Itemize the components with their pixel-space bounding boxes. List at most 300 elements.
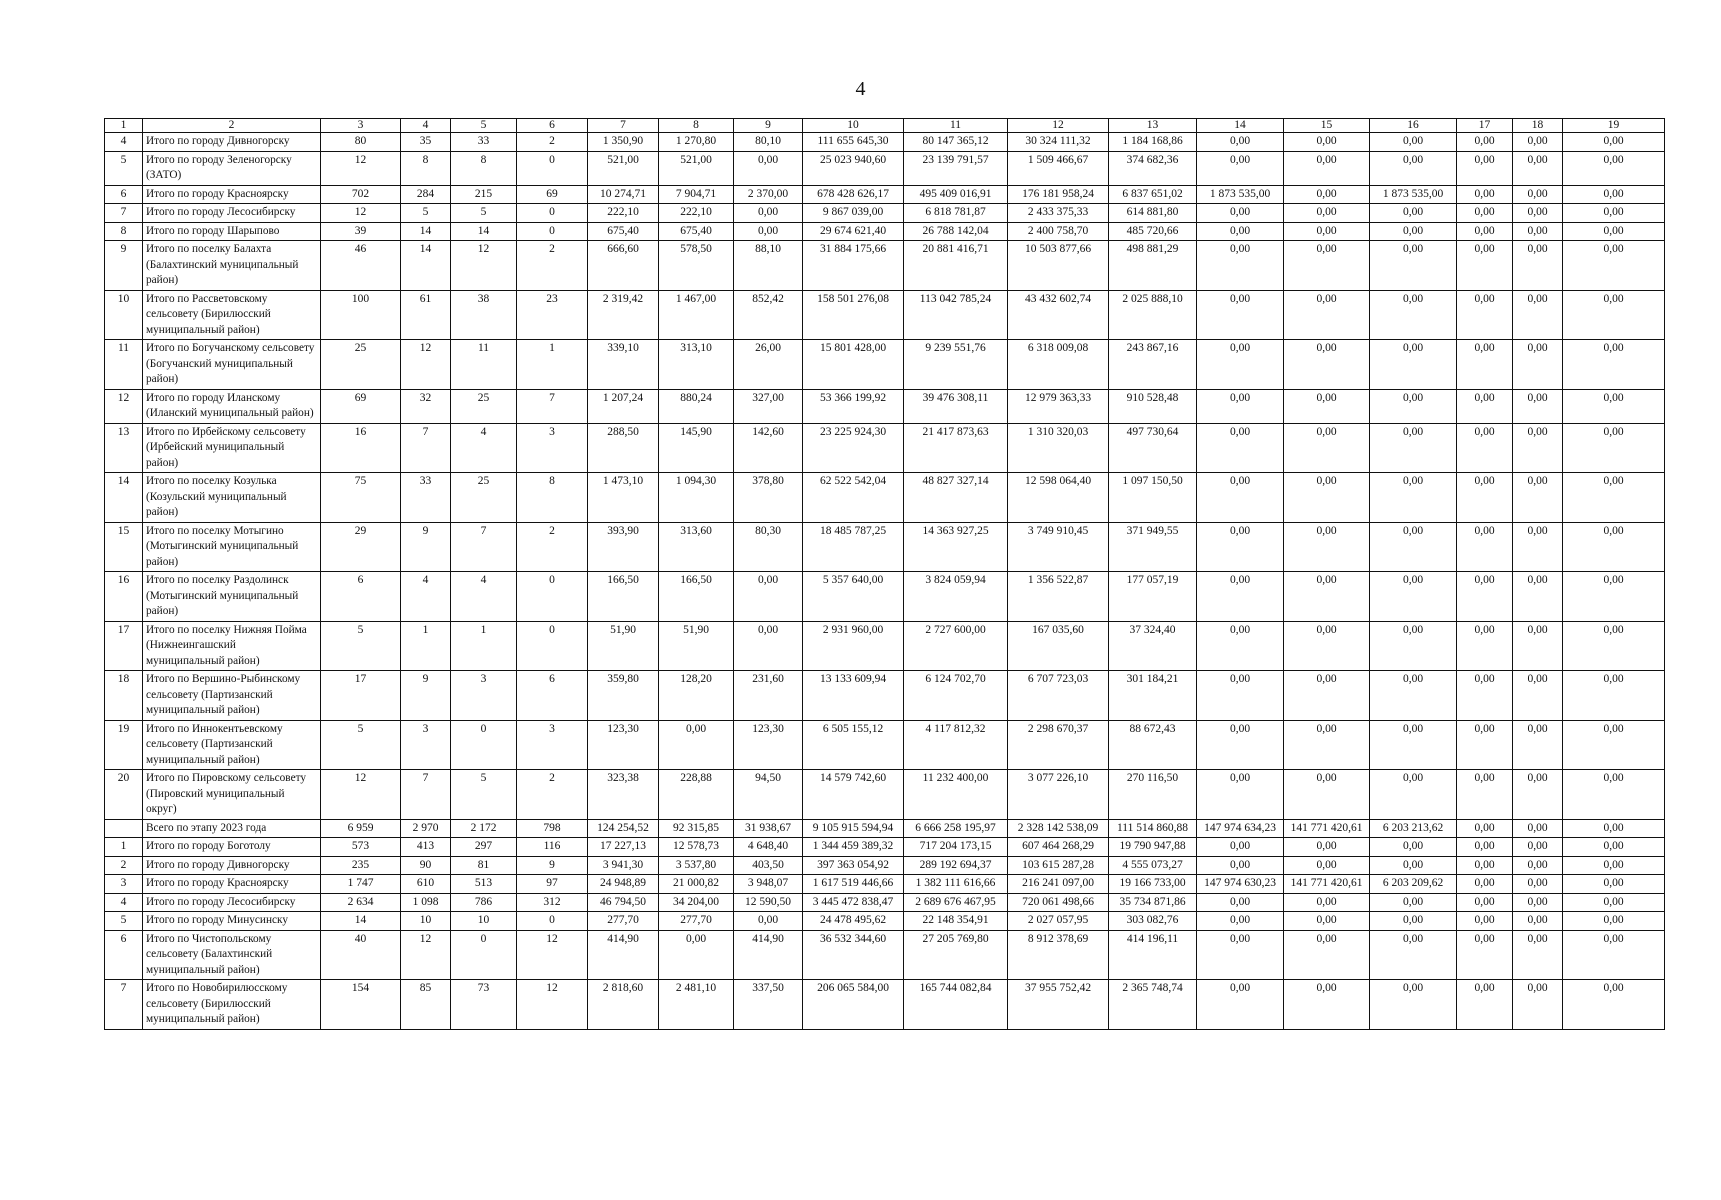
- table-cell: 0,00: [1370, 621, 1457, 671]
- table-cell: 0: [451, 930, 517, 980]
- table-cell: 0,00: [1197, 389, 1284, 423]
- table-cell: 0,00: [1513, 930, 1563, 980]
- table-cell: 0,00: [1513, 856, 1563, 875]
- table-cell: 0: [517, 204, 588, 223]
- table-cell: 0,00: [734, 204, 803, 223]
- table-cell: 23 225 924,30: [803, 423, 904, 473]
- table-cell: 0,00: [1457, 621, 1513, 671]
- column-header: 1: [105, 119, 143, 133]
- table-cell: 1 382 111 616,66: [904, 875, 1008, 894]
- table-cell: 678 428 626,17: [803, 185, 904, 204]
- table-cell: 7: [451, 522, 517, 572]
- table-cell: 0,00: [1197, 893, 1284, 912]
- table-cell: 717 204 173,15: [904, 838, 1008, 857]
- table-cell: 228,88: [659, 770, 734, 820]
- table-cell: 3 824 059,94: [904, 572, 1008, 622]
- table-cell: 0,00: [1284, 838, 1370, 857]
- table-cell: 9 239 551,76: [904, 340, 1008, 390]
- table-cell: 0,00: [1197, 522, 1284, 572]
- table-cell: 15: [105, 522, 143, 572]
- table-cell: 5: [321, 720, 401, 770]
- table-cell: 327,00: [734, 389, 803, 423]
- table-cell: 0,00: [1284, 151, 1370, 185]
- table-cell: 2 727 600,00: [904, 621, 1008, 671]
- table-cell: 0,00: [1563, 204, 1665, 223]
- table-cell: 9 105 915 594,94: [803, 819, 904, 838]
- table-cell: 123,30: [588, 720, 659, 770]
- table-cell: 0,00: [1284, 389, 1370, 423]
- table-cell: 2 931 960,00: [803, 621, 904, 671]
- table-cell: 0,00: [1457, 893, 1513, 912]
- table-row: [105, 241, 1665, 291]
- table-cell: 12: [451, 241, 517, 291]
- table-cell: 0,00: [734, 572, 803, 622]
- row-name-cell: Итого по городу Зеленогорску (ЗАТО): [143, 151, 321, 185]
- row-name-cell: Итого по городу Красноярску: [143, 875, 321, 894]
- table-cell: 0,00: [1370, 522, 1457, 572]
- table-cell: 1: [105, 838, 143, 857]
- table-cell: 10: [401, 912, 451, 931]
- table-cell: 3 948,07: [734, 875, 803, 894]
- table-cell: 0,00: [1457, 473, 1513, 523]
- table-cell: 6 203 209,62: [1370, 875, 1457, 894]
- table-cell: 0,00: [1197, 473, 1284, 523]
- table-cell: 20: [105, 770, 143, 820]
- table-cell: 0,00: [1284, 423, 1370, 473]
- column-header: 7: [588, 119, 659, 133]
- table-cell: 5: [401, 204, 451, 223]
- table-cell: 206 065 584,00: [803, 980, 904, 1030]
- table-cell: 0,00: [1563, 819, 1665, 838]
- table-cell: 0,00: [1563, 770, 1665, 820]
- row-name-cell: Итого по Рассветовскому сельсовету (Бирилюсский муниципальный район): [143, 290, 321, 340]
- table-row: [105, 151, 1665, 185]
- table-cell: 798: [517, 819, 588, 838]
- table-cell: 17 227,13: [588, 838, 659, 857]
- table-cell: 7 904,71: [659, 185, 734, 204]
- table-cell: 3: [517, 423, 588, 473]
- table-cell: 1 094,30: [659, 473, 734, 523]
- table-cell: 2 634: [321, 893, 401, 912]
- table-cell: 69: [321, 389, 401, 423]
- table-cell: 26,00: [734, 340, 803, 390]
- table-cell: 0,00: [1284, 856, 1370, 875]
- table-cell: 1 310 320,03: [1008, 423, 1109, 473]
- table-row: [105, 572, 1665, 622]
- table-cell: 4: [105, 133, 143, 152]
- table-cell: 29 674 621,40: [803, 222, 904, 241]
- table-cell: 14: [401, 222, 451, 241]
- table-cell: 0,00: [1563, 290, 1665, 340]
- table-row: [105, 720, 1665, 770]
- table-cell: 32: [401, 389, 451, 423]
- table-cell: 3 941,30: [588, 856, 659, 875]
- table-cell: 2: [105, 856, 143, 875]
- table-cell: 303 082,76: [1109, 912, 1197, 931]
- table-cell: 141 771 420,61: [1284, 875, 1370, 894]
- table-cell: 573: [321, 838, 401, 857]
- table-cell: 0,00: [1370, 204, 1457, 223]
- table-cell: 0,00: [1457, 838, 1513, 857]
- table-cell: 0,00: [1284, 473, 1370, 523]
- table-cell: 0,00: [1284, 893, 1370, 912]
- table-cell: 0,00: [1457, 770, 1513, 820]
- table-cell: 0,00: [1457, 423, 1513, 473]
- table-cell: 0,00: [1457, 856, 1513, 875]
- table-cell: 323,38: [588, 770, 659, 820]
- table-cell: 1 270,80: [659, 133, 734, 152]
- table-cell: 2 319,42: [588, 290, 659, 340]
- table-cell: 578,50: [659, 241, 734, 291]
- table-cell: 0,00: [734, 222, 803, 241]
- table-cell: 12: [401, 340, 451, 390]
- table-cell: 0,00: [1284, 671, 1370, 721]
- table-cell: 12: [321, 204, 401, 223]
- table-cell: 313,10: [659, 340, 734, 390]
- table-cell: 2 818,60: [588, 980, 659, 1030]
- table-cell: 4: [401, 572, 451, 622]
- table-cell: 37 324,40: [1109, 621, 1197, 671]
- column-header: 8: [659, 119, 734, 133]
- table-cell: 0,00: [1284, 290, 1370, 340]
- table-cell: 0,00: [1197, 856, 1284, 875]
- table-cell: 0,00: [1563, 875, 1665, 894]
- table-cell: 0,00: [1370, 572, 1457, 622]
- table-cell: 62 522 542,04: [803, 473, 904, 523]
- table-cell: 176 181 958,24: [1008, 185, 1109, 204]
- table-cell: 0,00: [1197, 151, 1284, 185]
- table-cell: 14: [321, 912, 401, 931]
- table-cell: 166,50: [659, 572, 734, 622]
- table-cell: 6 837 651,02: [1109, 185, 1197, 204]
- table-cell: 0,00: [1513, 241, 1563, 291]
- table-cell: 2 365 748,74: [1109, 980, 1197, 1030]
- table-cell: 0,00: [1197, 423, 1284, 473]
- table-cell: 0,00: [1513, 522, 1563, 572]
- table-cell: 80: [321, 133, 401, 152]
- table-cell: 337,50: [734, 980, 803, 1030]
- table-cell: 0,00: [1563, 423, 1665, 473]
- table-cell: 16: [105, 572, 143, 622]
- table-cell: 277,70: [659, 912, 734, 931]
- table-cell: 10 503 877,66: [1008, 241, 1109, 291]
- table-cell: 0,00: [1513, 720, 1563, 770]
- table-cell: 215: [451, 185, 517, 204]
- table-cell: 0,00: [1457, 151, 1513, 185]
- table-cell: 0,00: [1513, 980, 1563, 1030]
- table-cell: 12 578,73: [659, 838, 734, 857]
- table-row: [105, 838, 1665, 857]
- table-cell: 675,40: [588, 222, 659, 241]
- table-cell: 25: [451, 389, 517, 423]
- table-cell: 2 970: [401, 819, 451, 838]
- table-cell: 0,00: [1457, 875, 1513, 894]
- table-cell: 12 590,50: [734, 893, 803, 912]
- table-cell: 216 241 097,00: [1008, 875, 1109, 894]
- table-cell: 0,00: [1563, 151, 1665, 185]
- table-cell: 154: [321, 980, 401, 1030]
- table-cell: 19 790 947,88: [1109, 838, 1197, 857]
- table-cell: 0,00: [1563, 893, 1665, 912]
- table-cell: 141 771 420,61: [1284, 819, 1370, 838]
- table-cell: 31 884 175,66: [803, 241, 904, 291]
- table-cell: 6 505 155,12: [803, 720, 904, 770]
- table-cell: 23 139 791,57: [904, 151, 1008, 185]
- table-row: [105, 671, 1665, 721]
- table-cell: 12: [517, 930, 588, 980]
- table-cell: 0,00: [1284, 204, 1370, 223]
- table-cell: 0,00: [1370, 671, 1457, 721]
- table-cell: 39: [321, 222, 401, 241]
- table-cell: 6: [105, 185, 143, 204]
- table-cell: 5: [451, 770, 517, 820]
- row-name-cell: Итого по городу Красноярску: [143, 185, 321, 204]
- table-cell: 0,00: [1513, 671, 1563, 721]
- table-cell: 521,00: [659, 151, 734, 185]
- table-cell: 610: [401, 875, 451, 894]
- table-cell: 147 974 634,23: [1197, 819, 1284, 838]
- table-cell: 0,00: [1513, 473, 1563, 523]
- table-cell: 0,00: [734, 151, 803, 185]
- table-cell: 4: [451, 572, 517, 622]
- table-cell: 5: [105, 151, 143, 185]
- table-cell: 0,00: [1563, 572, 1665, 622]
- table-cell: 46: [321, 241, 401, 291]
- table-cell: 8: [401, 151, 451, 185]
- table-cell: 0,00: [1284, 621, 1370, 671]
- table-cell: 30 324 111,32: [1008, 133, 1109, 152]
- table-cell: 0,00: [1284, 222, 1370, 241]
- table-cell: 0,00: [1370, 770, 1457, 820]
- table-cell: 0,00: [1370, 856, 1457, 875]
- table-row: [105, 204, 1665, 223]
- table-cell: 498 881,29: [1109, 241, 1197, 291]
- table-cell: 10: [451, 912, 517, 931]
- table-cell: 80,10: [734, 133, 803, 152]
- table-cell: 40: [321, 930, 401, 980]
- table-cell: 6 707 723,03: [1008, 671, 1109, 721]
- table-cell: 5: [451, 204, 517, 223]
- table-cell: 3: [517, 720, 588, 770]
- table-cell: 0,00: [1197, 770, 1284, 820]
- table-cell: 9 867 039,00: [803, 204, 904, 223]
- table-cell: 97: [517, 875, 588, 894]
- table-cell: 0,00: [1563, 912, 1665, 931]
- table-cell: 0,00: [1284, 572, 1370, 622]
- table-cell: 6 818 781,87: [904, 204, 1008, 223]
- table-cell: 39 476 308,11: [904, 389, 1008, 423]
- table-cell: 7: [401, 770, 451, 820]
- table-cell: 12 979 363,33: [1008, 389, 1109, 423]
- table-cell: 243 867,16: [1109, 340, 1197, 390]
- table-cell: 9: [401, 522, 451, 572]
- table-cell: 0,00: [1457, 522, 1513, 572]
- table-cell: 297: [451, 838, 517, 857]
- table-cell: 0,00: [1513, 222, 1563, 241]
- table-cell: 2: [517, 133, 588, 152]
- table-row: [105, 770, 1665, 820]
- row-name-cell: Итого по городу Боготолу: [143, 838, 321, 857]
- table-cell: 22 148 354,91: [904, 912, 1008, 931]
- data-table: [104, 118, 1665, 1030]
- table-cell: 289 192 694,37: [904, 856, 1008, 875]
- table-cell: 313,60: [659, 522, 734, 572]
- table-cell: 0,00: [1197, 241, 1284, 291]
- table-cell: 0,00: [1197, 572, 1284, 622]
- table-cell: 1 344 459 389,32: [803, 838, 904, 857]
- table-cell: 29: [321, 522, 401, 572]
- row-name-cell: Итого по городу Лесосибирску: [143, 893, 321, 912]
- table-cell: 14: [401, 241, 451, 291]
- table-cell: 301 184,21: [1109, 671, 1197, 721]
- row-name-cell: Итого по Вершино-Рыбинскому сельсовету (Партизанский муниципальный район): [143, 671, 321, 721]
- table-cell: 0,00: [1457, 720, 1513, 770]
- table-cell: 0,00: [1513, 770, 1563, 820]
- table-cell: 2: [517, 241, 588, 291]
- column-header: 3: [321, 119, 401, 133]
- row-name-cell: Итого по городу Дивногорску: [143, 133, 321, 152]
- table-cell: 10: [105, 290, 143, 340]
- table-cell: 0,00: [1563, 241, 1665, 291]
- row-name-cell: Итого по Новобирилюсскому сельсовету (Бирилюсский муниципальный район): [143, 980, 321, 1030]
- table-cell: 277,70: [588, 912, 659, 931]
- table-cell: 0,00: [1563, 720, 1665, 770]
- table-cell: 284: [401, 185, 451, 204]
- table-cell: 0,00: [1513, 290, 1563, 340]
- row-name-cell: Итого по городу Лесосибирску: [143, 204, 321, 223]
- table-cell: 128,20: [659, 671, 734, 721]
- table-cell: 3 445 472 838,47: [803, 893, 904, 912]
- table-cell: 0,00: [1197, 133, 1284, 152]
- row-name-cell: Итого по поселку Нижняя Пойма (Нижнеингашский муниципальный район): [143, 621, 321, 671]
- table-cell: 124 254,52: [588, 819, 659, 838]
- table-cell: 1: [401, 621, 451, 671]
- table-cell: 48 827 327,14: [904, 473, 1008, 523]
- table-cell: 8: [517, 473, 588, 523]
- table-cell: 393,90: [588, 522, 659, 572]
- table-cell: 10 274,71: [588, 185, 659, 204]
- column-header: 19: [1563, 119, 1665, 133]
- table-cell: 1 473,10: [588, 473, 659, 523]
- table-cell: 166,50: [588, 572, 659, 622]
- table-cell: 0,00: [1197, 838, 1284, 857]
- column-header: 14: [1197, 119, 1284, 133]
- table-cell: 0,00: [1370, 222, 1457, 241]
- table-cell: 0,00: [1197, 340, 1284, 390]
- table-cell: 702: [321, 185, 401, 204]
- table-cell: 1 509 466,67: [1008, 151, 1109, 185]
- table-cell: 0,00: [1457, 133, 1513, 152]
- table-cell: 4 555 073,27: [1109, 856, 1197, 875]
- table-cell: 19 166 733,00: [1109, 875, 1197, 894]
- column-header: 9: [734, 119, 803, 133]
- table-cell: 147 974 630,23: [1197, 875, 1284, 894]
- table-cell: 0,00: [1513, 819, 1563, 838]
- table-cell: 0,00: [1513, 185, 1563, 204]
- table-row: [105, 340, 1665, 390]
- table-cell: 167 035,60: [1008, 621, 1109, 671]
- table-cell: 46 794,50: [588, 893, 659, 912]
- table-cell: 1 350,90: [588, 133, 659, 152]
- column-header: 12: [1008, 119, 1109, 133]
- table-cell: 852,42: [734, 290, 803, 340]
- table-cell: 80 147 365,12: [904, 133, 1008, 152]
- table-cell: 222,10: [659, 204, 734, 223]
- column-header: 6: [517, 119, 588, 133]
- table-cell: 100: [321, 290, 401, 340]
- table-cell: 0,00: [1284, 133, 1370, 152]
- table-cell: 1 207,24: [588, 389, 659, 423]
- table-cell: 0,00: [1563, 522, 1665, 572]
- table-cell: 0,00: [1284, 522, 1370, 572]
- table-cell: 1 098: [401, 893, 451, 912]
- table-cell: 0,00: [1197, 720, 1284, 770]
- table-cell: 8: [451, 151, 517, 185]
- table-cell: 0: [517, 912, 588, 931]
- row-name-cell: Всего по этапу 2023 года: [143, 819, 321, 838]
- table-cell: 0,00: [1370, 980, 1457, 1030]
- table-cell: 0,00: [1197, 290, 1284, 340]
- table-cell: 21 000,82: [659, 875, 734, 894]
- table-cell: 1: [517, 340, 588, 390]
- row-name-cell: Итого по поселку Балахта (Балахтинский муниципальный район): [143, 241, 321, 291]
- table-row: [105, 423, 1665, 473]
- table-cell: 270 116,50: [1109, 770, 1197, 820]
- table-cell: 0,00: [1370, 720, 1457, 770]
- table-cell: 0,00: [1457, 389, 1513, 423]
- column-header: 10: [803, 119, 904, 133]
- table-cell: 26 788 142,04: [904, 222, 1008, 241]
- table-cell: 6: [105, 930, 143, 980]
- table-cell: 113 042 785,24: [904, 290, 1008, 340]
- table-cell: 0,00: [1457, 819, 1513, 838]
- table-row: [105, 621, 1665, 671]
- table-cell: 339,10: [588, 340, 659, 390]
- table-cell: 2 298 670,37: [1008, 720, 1109, 770]
- row-name-cell: Итого по городу Шарыпово: [143, 222, 321, 241]
- table-cell: 0,00: [1197, 912, 1284, 931]
- table-cell: 0,00: [1197, 980, 1284, 1030]
- table-cell: 21 417 873,63: [904, 423, 1008, 473]
- table-cell: 0,00: [1370, 838, 1457, 857]
- table-cell: 0,00: [1563, 222, 1665, 241]
- table-cell: 0,00: [1457, 930, 1513, 980]
- table-cell: 0,00: [1513, 621, 1563, 671]
- table-row: [105, 522, 1665, 572]
- table-row: [105, 290, 1665, 340]
- table-row: [105, 133, 1665, 152]
- table-cell: 2 481,10: [659, 980, 734, 1030]
- header-row: [105, 119, 1665, 133]
- table-body: [105, 133, 1665, 1030]
- table-cell: 103 615 287,28: [1008, 856, 1109, 875]
- table-cell: 0: [517, 151, 588, 185]
- table-cell: 0,00: [1513, 340, 1563, 390]
- table-cell: 6 124 702,70: [904, 671, 1008, 721]
- table-cell: 25: [451, 473, 517, 523]
- table-cell: 94,50: [734, 770, 803, 820]
- table-cell: 88,10: [734, 241, 803, 291]
- table-cell: 288,50: [588, 423, 659, 473]
- table-cell: 0,00: [1284, 930, 1370, 980]
- table-cell: 23: [517, 290, 588, 340]
- row-name-cell: Итого по Богучанскому сельсовету (Богучанский муниципальный район): [143, 340, 321, 390]
- table-cell: 7: [401, 423, 451, 473]
- row-name-cell: Итого по городу Минусинску: [143, 912, 321, 931]
- table-cell: 0: [517, 572, 588, 622]
- table-cell: 6 666 258 195,97: [904, 819, 1008, 838]
- table-cell: 378,80: [734, 473, 803, 523]
